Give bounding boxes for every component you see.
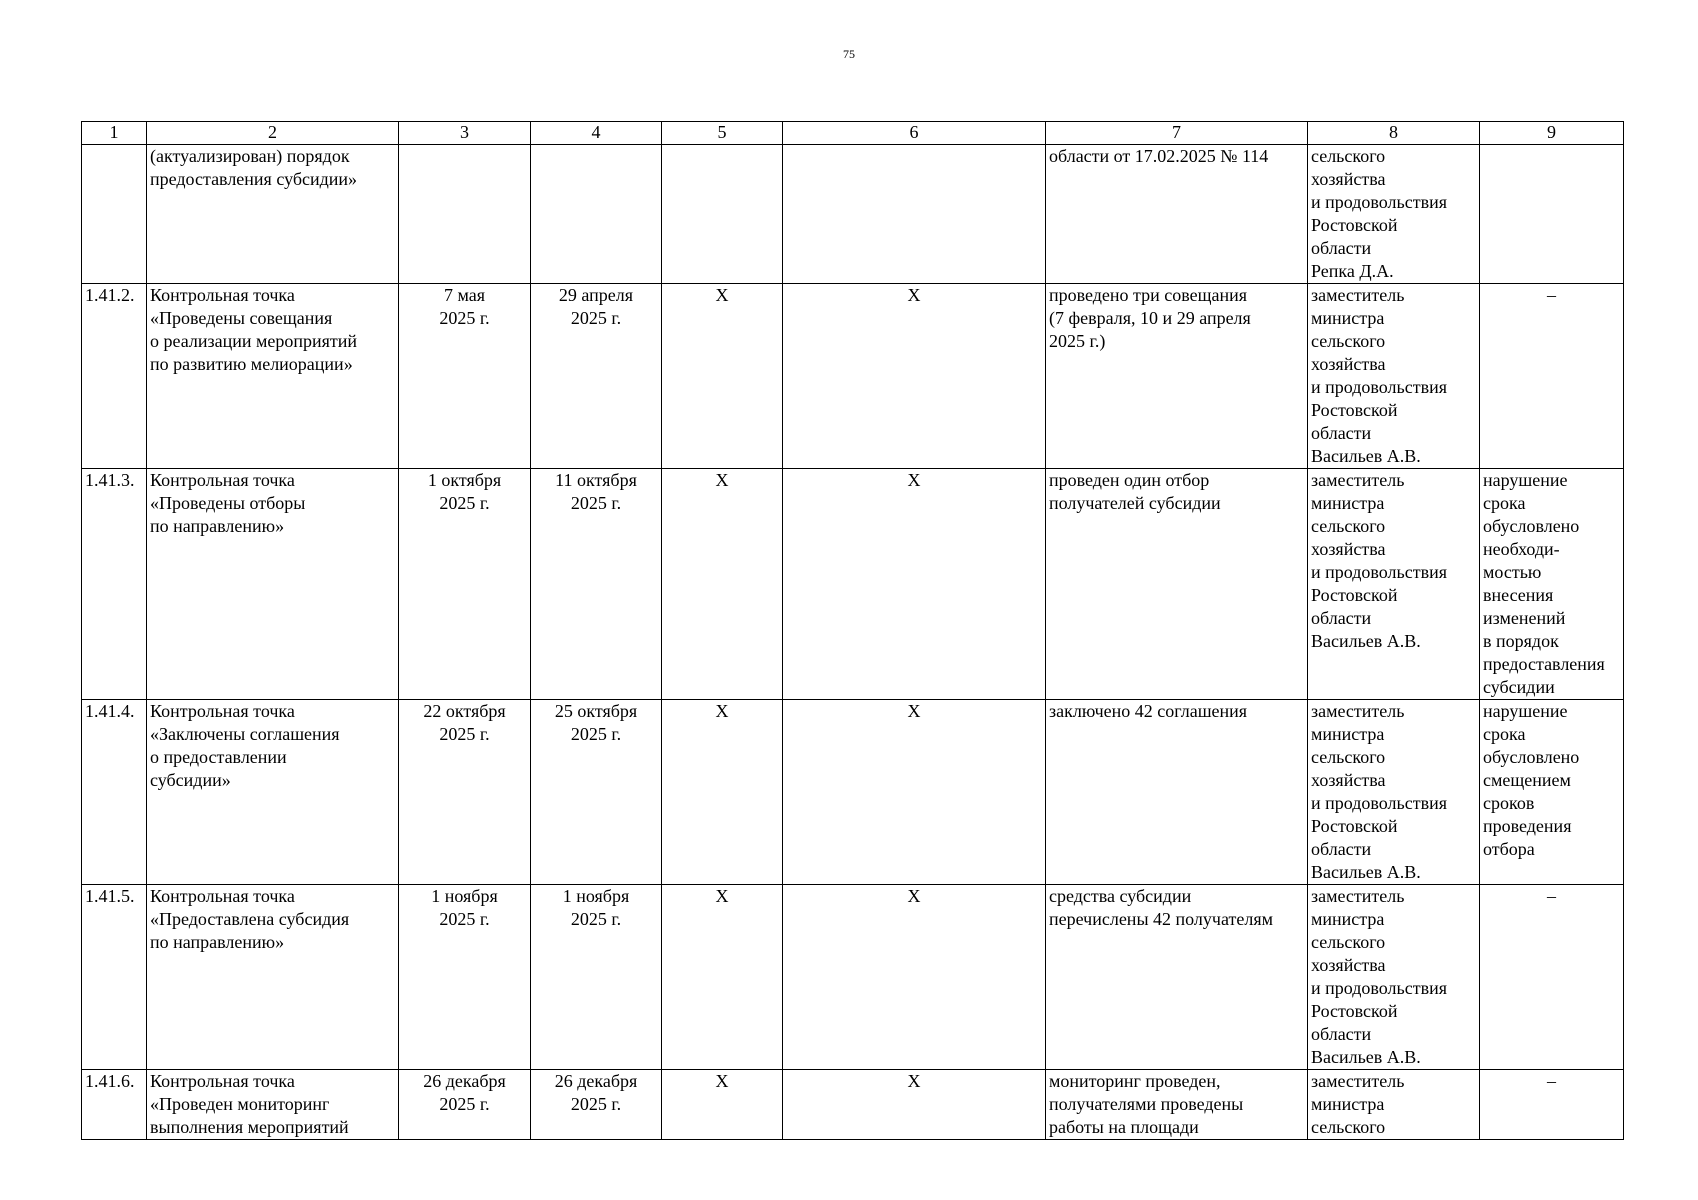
cell-line: по направлению» — [150, 516, 285, 536]
row-number-cell — [82, 145, 147, 284]
cell-line: – — [1547, 1071, 1556, 1091]
cell-line: нарушение — [1483, 470, 1568, 490]
cell-line: смещением — [1483, 770, 1571, 790]
responsible-cell — [1308, 469, 1480, 700]
column-6-cell: X — [783, 1070, 1046, 1140]
actual-date-cell — [531, 469, 662, 700]
cell-line: хозяйства — [1311, 770, 1386, 790]
column-5-cell: X — [662, 469, 783, 700]
table-row — [82, 1070, 1624, 1140]
cell-line: 2025 г.) — [1049, 331, 1106, 351]
cell-line: сельского — [1311, 747, 1386, 767]
cell-line: 11 октября — [555, 470, 637, 490]
actual-date-cell — [531, 145, 662, 284]
cell-line: 2025 г. — [570, 909, 622, 929]
cell-line: Васильев А.В. — [1311, 446, 1421, 466]
cell-line: получателей субсидии — [1049, 493, 1221, 513]
cell-line: области — [1311, 608, 1372, 628]
cell-line: области — [1311, 1024, 1372, 1044]
cell-line: области от 17.02.2025 № 114 — [1049, 146, 1269, 166]
cell-line: нарушение — [1483, 701, 1568, 721]
row-number-cell: 1.41.6. — [82, 1070, 147, 1140]
cell-line: хозяйства — [1311, 955, 1386, 975]
row-number-cell: 1.41.5. — [82, 885, 147, 1070]
cell-line: области — [1311, 238, 1372, 258]
result-cell — [1046, 145, 1308, 284]
cell-line: Васильев А.В. — [1311, 631, 1421, 651]
column-5-cell — [662, 145, 783, 284]
cell-line: 2025 г. — [439, 909, 490, 929]
cell-line: о предоставлении — [150, 747, 287, 767]
column-header: 5 — [662, 122, 783, 145]
table-row — [82, 469, 1624, 700]
cell-line: «Проведены совещания — [150, 308, 333, 328]
plan-date-cell — [399, 469, 531, 700]
cell-line: сельского — [1311, 932, 1386, 952]
plan-date-cell — [399, 145, 531, 284]
cell-line: заместитель — [1311, 1071, 1405, 1091]
cell-line: Контрольная точка — [150, 285, 295, 305]
cell-line: получателями проведены — [1049, 1094, 1244, 1114]
cell-line: (7 февраля, 10 и 29 апреля — [1049, 308, 1251, 328]
cell-line: отбора — [1483, 839, 1535, 859]
cell-line: 29 апреля — [558, 285, 634, 305]
note-cell — [1480, 885, 1624, 1070]
cell-line: сельского — [1311, 516, 1386, 536]
cell-line: работы на площади — [1049, 1117, 1199, 1137]
cell-line: и продовольствия — [1311, 192, 1448, 212]
cell-line: необходи- — [1483, 539, 1560, 559]
cell-line: проведено три совещания — [1049, 285, 1248, 305]
cell-line: 1 ноября — [431, 886, 498, 906]
column-6-cell: X — [783, 885, 1046, 1070]
column-6-cell: X — [783, 700, 1046, 885]
plan-date-cell — [399, 700, 531, 885]
table-row — [82, 284, 1624, 469]
result-cell — [1046, 284, 1308, 469]
column-header: 1 — [82, 122, 147, 145]
cell-line: Ростовской — [1311, 585, 1398, 605]
cell-line: мониторинг проведен, — [1049, 1071, 1221, 1091]
cell-line: 2025 г. — [570, 493, 622, 513]
cell-line: проведения — [1483, 816, 1572, 836]
cell-line: проведен один отбор — [1049, 470, 1210, 490]
header-row — [82, 122, 1624, 145]
cell-line: области — [1311, 839, 1372, 859]
cell-line: министра — [1311, 1094, 1385, 1114]
plan-date-cell — [399, 284, 531, 469]
cell-line: субсидии» — [150, 770, 231, 790]
cell-line: Васильев А.В. — [1311, 1047, 1421, 1067]
cell-line: по развитию мелиорации» — [150, 354, 353, 374]
cell-line: субсидии — [1483, 677, 1555, 697]
cell-line: хозяйства — [1311, 169, 1386, 189]
actual-date-cell — [531, 700, 662, 885]
cell-line: «Проведен мониторинг — [150, 1094, 330, 1114]
note-cell — [1480, 469, 1624, 700]
table-row — [82, 885, 1624, 1070]
cell-line: «Проведены отборы — [150, 493, 306, 513]
cell-line: заместитель — [1311, 285, 1405, 305]
responsible-cell — [1308, 284, 1480, 469]
event-name-cell — [147, 700, 399, 885]
cell-line: сроков — [1483, 793, 1535, 813]
column-6-cell: X — [783, 284, 1046, 469]
cell-line: 2025 г. — [439, 724, 490, 744]
table-row — [82, 145, 1624, 284]
cell-line: Контрольная точка — [150, 470, 295, 490]
cell-line: Васильев А.В. — [1311, 862, 1421, 882]
cell-line: обусловлено — [1483, 516, 1580, 536]
cell-line: 22 октября — [423, 701, 506, 721]
cell-line: министра — [1311, 909, 1385, 929]
column-header: 4 — [531, 122, 662, 145]
cell-line: Ростовской — [1311, 400, 1398, 420]
cell-line: Ростовской — [1311, 816, 1398, 836]
cell-line: срока — [1483, 493, 1526, 513]
report-table — [81, 121, 1624, 1140]
cell-line: 25 октября — [554, 701, 638, 721]
event-name-cell — [147, 145, 399, 284]
cell-line: средства субсидии — [1049, 886, 1192, 906]
cell-line: предоставления — [1483, 654, 1605, 674]
cell-line: перечислены 42 получателям — [1049, 909, 1273, 929]
event-name-cell — [147, 1070, 399, 1140]
cell-line: 2025 г. — [570, 724, 622, 744]
cell-line: внесения — [1483, 585, 1554, 605]
cell-line: заключено 42 соглашения — [1049, 701, 1248, 721]
result-cell — [1046, 700, 1308, 885]
cell-line: Контрольная точка — [150, 701, 295, 721]
column-5-cell: X — [662, 700, 783, 885]
cell-line: и продовольствия — [1311, 562, 1448, 582]
cell-line: 1 ноября — [562, 886, 630, 906]
cell-line: 7 мая — [443, 285, 486, 305]
cell-line: по направлению» — [150, 932, 285, 952]
cell-line: изменений — [1483, 608, 1566, 628]
cell-line: 1 октября — [427, 470, 502, 490]
column-6-cell: X — [783, 469, 1046, 700]
column-header: 2 — [147, 122, 399, 145]
cell-line: сельского — [1311, 331, 1386, 351]
cell-line: «Заключены соглашения — [150, 724, 340, 744]
cell-line: области — [1311, 423, 1372, 443]
column-5-cell: X — [662, 284, 783, 469]
cell-line: Репка Д.А. — [1311, 261, 1394, 281]
cell-line: Ростовской — [1311, 215, 1398, 235]
cell-line: сельского — [1311, 1117, 1386, 1137]
column-6-cell — [783, 145, 1046, 284]
cell-line: заместитель — [1311, 470, 1405, 490]
column-header: 3 — [399, 122, 531, 145]
cell-line: о реализации мероприятий — [150, 331, 358, 351]
cell-line: предоставления субсидии» — [150, 169, 358, 189]
responsible-cell — [1308, 700, 1480, 885]
cell-line: министра — [1311, 493, 1385, 513]
column-header: 7 — [1046, 122, 1308, 145]
cell-line: сельского — [1311, 146, 1386, 166]
cell-line: – — [1547, 886, 1556, 906]
column-5-cell: X — [662, 1070, 783, 1140]
note-cell — [1480, 1070, 1624, 1140]
actual-date-cell — [531, 1070, 662, 1140]
cell-line: мостью — [1483, 562, 1542, 582]
actual-date-cell — [531, 885, 662, 1070]
cell-line: заместитель — [1311, 701, 1405, 721]
cell-line: срока — [1483, 724, 1526, 744]
cell-line: Контрольная точка — [150, 1071, 295, 1091]
cell-line: хозяйства — [1311, 539, 1386, 559]
result-cell — [1046, 885, 1308, 1070]
cell-line: 2025 г. — [439, 1094, 490, 1114]
cell-line: и продовольствия — [1311, 978, 1448, 998]
note-cell — [1480, 284, 1624, 469]
cell-line: 26 декабря — [423, 1071, 506, 1091]
cell-line: Ростовской — [1311, 1001, 1398, 1021]
cell-line: министра — [1311, 308, 1385, 328]
cell-line: «Предоставлена субсидия — [150, 909, 350, 929]
event-name-cell — [147, 469, 399, 700]
actual-date-cell — [531, 284, 662, 469]
event-name-cell — [147, 284, 399, 469]
cell-line: – — [1547, 285, 1556, 305]
event-name-cell — [147, 885, 399, 1070]
note-cell — [1480, 700, 1624, 885]
cell-line: (актуализирован) порядок — [150, 146, 350, 166]
responsible-cell — [1308, 885, 1480, 1070]
column-5-cell: X — [662, 885, 783, 1070]
cell-line: 2025 г. — [570, 308, 622, 328]
cell-line: и продовольствия — [1311, 377, 1448, 397]
cell-line: 26 декабря — [554, 1071, 638, 1091]
table-body — [82, 145, 1624, 1140]
cell-line: 2025 г. — [439, 308, 490, 328]
cell-line: заместитель — [1311, 886, 1405, 906]
page-number: 75 — [843, 47, 855, 61]
cell-line: 2025 г. — [439, 493, 490, 513]
table-row — [82, 700, 1624, 885]
column-header: 8 — [1308, 122, 1480, 145]
result-cell — [1046, 1070, 1308, 1140]
column-header: 9 — [1480, 122, 1624, 145]
plan-date-cell — [399, 1070, 531, 1140]
row-number-cell: 1.41.3. — [82, 469, 147, 700]
note-cell — [1480, 145, 1624, 284]
cell-line: хозяйства — [1311, 354, 1386, 374]
result-cell — [1046, 469, 1308, 700]
cell-line: обусловлено — [1483, 747, 1580, 767]
responsible-cell — [1308, 145, 1480, 284]
row-number-cell: 1.41.2. — [82, 284, 147, 469]
plan-date-cell — [399, 885, 531, 1070]
column-header: 6 — [783, 122, 1046, 145]
cell-line: Контрольная точка — [150, 886, 295, 906]
cell-line: и продовольствия — [1311, 793, 1448, 813]
row-number-cell: 1.41.4. — [82, 700, 147, 885]
cell-line: выполнения мероприятий — [150, 1117, 349, 1137]
cell-line: министра — [1311, 724, 1385, 744]
cell-line: в порядок — [1483, 631, 1559, 651]
responsible-cell — [1308, 1070, 1480, 1140]
cell-line: 2025 г. — [570, 1094, 622, 1114]
